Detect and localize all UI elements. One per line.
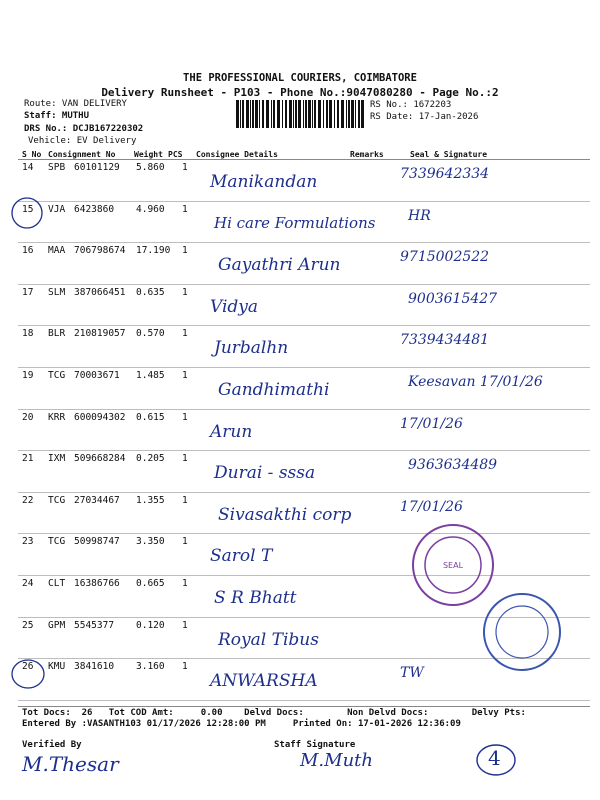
row-pcs: 1 — [182, 536, 188, 548]
row-26-circle-mark — [10, 658, 46, 690]
row-signature-handwritten: HR — [408, 207, 431, 224]
row-consignee-handwritten: Manikandan — [210, 172, 318, 192]
row-consignee-handwritten: Jurbalhn — [214, 338, 289, 359]
col-consignment: Consignment No — [48, 150, 116, 159]
row-consignment-number: 50998747 — [74, 536, 120, 548]
row-consignment-number: 16386766 — [74, 578, 120, 589]
row-consignee-handwritten: Arun — [210, 421, 253, 442]
row-pcs: 1 — [182, 578, 188, 589]
row-sno: 22 — [22, 494, 34, 506]
staff-label: Staff: MUTHU — [24, 111, 90, 121]
row-weight: 0.570 — [136, 328, 165, 340]
row-consignment-prefix: TCG — [48, 370, 66, 381]
row-weight: 17.190 — [136, 245, 171, 257]
row-weight: 3.160 — [136, 661, 165, 673]
row-consignment-prefix: CLT — [48, 578, 66, 589]
row-consignee-handwritten: Vidya — [210, 296, 259, 317]
row-pcs: 1 — [182, 328, 188, 340]
row-weight: 1.355 — [136, 494, 165, 506]
row-weight: 4.960 — [136, 203, 165, 215]
row-signature-handwritten: 9715002522 — [400, 249, 490, 266]
row-consignment-number: 60101129 — [74, 162, 120, 173]
company-seal-stamp-blue — [480, 590, 564, 674]
row-signature-handwritten: Keesavan 17/01/26 — [408, 374, 543, 390]
row-consignment-number: 387066451 — [74, 286, 126, 298]
row-sno: 16 — [22, 245, 34, 257]
row-divider — [18, 325, 590, 326]
row-sno: 17 — [22, 286, 34, 298]
row-signature-handwritten: 7339642334 — [400, 166, 490, 182]
row-pcs: 1 — [182, 494, 188, 506]
vehicle-label: Vehicle: EV Delivery — [28, 136, 137, 146]
footer-divider — [18, 706, 590, 707]
row-consignment-prefix: KRR — [48, 411, 66, 423]
row-consignment-prefix: TCG — [48, 494, 66, 506]
row-pcs: 1 — [182, 203, 188, 215]
row-divider — [18, 409, 590, 410]
row-divider — [18, 284, 590, 285]
row-consignment-prefix: BLR — [48, 328, 66, 340]
header-divider — [18, 159, 590, 160]
company-title: THE PROFESSIONAL COURIERS, COIMBATORE — [183, 72, 417, 84]
row-consignment-prefix: SLM — [48, 286, 66, 298]
row-sno: 23 — [22, 536, 34, 548]
row-consignment-number: 3841610 — [74, 661, 115, 673]
row-consignment-prefix: TCG — [48, 536, 66, 548]
row-sno: 26 — [22, 661, 34, 673]
col-seal: Seal & Signature — [410, 150, 488, 159]
row-weight: 0.120 — [136, 619, 165, 631]
row-pcs: 1 — [182, 162, 188, 173]
row-consignment-number: 706798674 — [74, 245, 126, 257]
row-signature-handwritten: 9363634489 — [408, 457, 498, 474]
row-consignment-prefix: GPM — [48, 619, 66, 631]
row-pcs: 1 — [182, 370, 188, 381]
row-consignment-prefix: VJA — [48, 203, 66, 215]
row-consignment-number: 5545377 — [74, 619, 115, 631]
row-divider — [18, 533, 590, 534]
row-consignee-handwritten: ANWARSHA — [210, 671, 318, 692]
row-sno: 14 — [22, 162, 34, 173]
row-divider — [18, 700, 590, 701]
rs-number: RS No.: 1672203 — [370, 100, 452, 110]
row-sno: 15 — [22, 203, 34, 215]
route-label: Route: VAN DELIVERY — [24, 99, 127, 109]
row-weight: 0.615 — [136, 411, 165, 423]
row-consignment-number: 210819057 — [74, 328, 126, 340]
row-signature-handwritten: TW — [400, 665, 424, 682]
svg-text:SEAL: SEAL — [442, 561, 464, 570]
rs-date: RS Date: 17-Jan-2026 — [370, 112, 479, 122]
page-mark: 4 — [488, 746, 501, 770]
row-sno: 18 — [22, 328, 34, 340]
row-consignment-number: 509668284 — [74, 453, 126, 465]
row-consignment-prefix: MAA — [48, 245, 66, 257]
col-consignee: Consignee Details — [196, 150, 278, 159]
row-pcs: 1 — [182, 245, 188, 257]
row-consignee-handwritten: Royal Tibus — [218, 629, 319, 650]
row-15-circle-mark — [10, 196, 44, 230]
row-signature-handwritten: 17/01/26 — [400, 498, 463, 515]
row-divider — [18, 201, 590, 202]
row-consignee-handwritten: Sarol T — [210, 546, 273, 567]
verified-by-signature: M.Thesar — [22, 752, 119, 776]
row-consignment-number: 70003671 — [74, 370, 120, 381]
drs-label: DRS No.: DCJB167220302 — [24, 124, 144, 134]
row-weight: 5.860 — [136, 162, 165, 173]
row-weight: 0.635 — [136, 286, 165, 298]
row-weight: 3.350 — [136, 536, 165, 548]
barcode — [236, 100, 366, 128]
row-consignment-number: 6423860 — [74, 203, 115, 215]
row-sno: 20 — [22, 411, 34, 423]
row-weight: 0.205 — [136, 453, 165, 465]
row-consignee-handwritten: Sivasakthi corp — [218, 504, 352, 525]
row-pcs: 1 — [182, 286, 188, 298]
row-sno: 19 — [22, 370, 34, 381]
row-sno: 25 — [22, 619, 34, 631]
row-weight: 0.665 — [136, 578, 165, 589]
row-consignment-number: 600094302 — [74, 411, 126, 423]
row-consignee-handwritten: Hi care Formulations — [214, 213, 376, 232]
staff-signature-label: Staff Signature — [274, 740, 356, 750]
row-consignee-handwritten: Gandhimathi — [218, 380, 330, 400]
row-consignment-prefix: SPB — [48, 162, 66, 173]
row-consignment-prefix: KMU — [48, 661, 66, 673]
row-divider — [18, 450, 590, 451]
staff-signature: M.Muth — [300, 750, 374, 771]
row-sno: 24 — [22, 578, 34, 589]
totals-line: Tot Docs: 26 Tot COD Amt: 0.00 Delvd Docs: Non Delvd Docs: Delvy Pts: — [22, 708, 526, 718]
row-consignee-handwritten: S R Bhatt — [214, 588, 297, 608]
row-divider — [18, 242, 590, 243]
row-weight: 1.485 — [136, 370, 165, 381]
row-consignment-number: 27034467 — [74, 494, 120, 506]
row-signature-handwritten: 9003615427 — [408, 290, 498, 307]
row-signature-handwritten: 17/01/26 — [400, 415, 463, 432]
row-divider — [18, 492, 590, 493]
row-consignee-handwritten: Gayathri Arun — [218, 255, 341, 276]
row-consignment-prefix: IXM — [48, 453, 66, 465]
verified-by-label: Verified By — [22, 740, 82, 750]
col-sno: S No — [22, 150, 42, 159]
row-divider — [18, 575, 590, 576]
col-remarks: Remarks — [350, 150, 384, 159]
runsheet-subtitle: Delivery Runsheet - P103 - Phone No.:9047080280 - Page No.:2 — [101, 86, 499, 99]
col-pcs: PCS — [168, 150, 183, 159]
row-divider — [18, 367, 590, 368]
row-pcs: 1 — [182, 453, 188, 465]
row-signature-handwritten: 7339434481 — [400, 332, 490, 349]
row-pcs: 1 — [182, 411, 188, 423]
row-consignee-handwritten: Durai - sssa — [214, 463, 316, 484]
row-pcs: 1 — [182, 619, 188, 631]
row-pcs: 1 — [182, 661, 188, 673]
col-weight: Weight — [134, 150, 163, 159]
entered-by-line: Entered By :VASANTH103 01/17/2026 12:28:00 PM Printed On: 17-01-2026 12:36:09 — [22, 719, 461, 729]
row-sno: 21 — [22, 453, 34, 465]
